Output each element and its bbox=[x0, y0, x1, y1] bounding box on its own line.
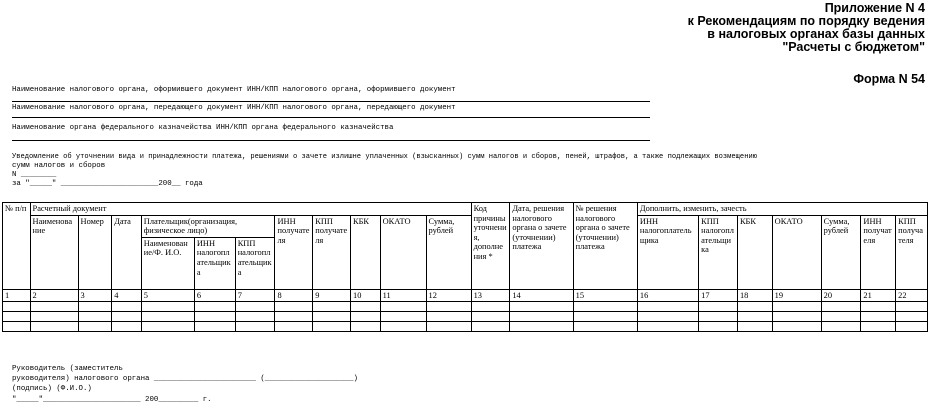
hdr-payer-inn: ИНН налогоплательщика bbox=[194, 237, 235, 289]
hdr-okato: ОКАТО bbox=[380, 215, 426, 289]
hdr-okato2: ОКАТО bbox=[772, 215, 821, 289]
hdr-payer-kpp: КПП налогоплательщика bbox=[235, 237, 275, 289]
hdr-date: Дата bbox=[112, 215, 142, 289]
footer-line-3: (подпись) (Ф.И.О.) bbox=[12, 385, 92, 393]
line-issuing-authority[interactable] bbox=[12, 101, 650, 102]
col-number: 7 bbox=[235, 289, 275, 302]
table-row bbox=[3, 322, 928, 332]
hdr-inn-recv: ИНН получателя bbox=[275, 215, 313, 289]
hdr-kbk: КБК bbox=[351, 215, 381, 289]
col-number: 15 bbox=[573, 289, 637, 302]
hdr-payer: Плательщик(организация, физическое лицо) bbox=[141, 215, 275, 237]
hdr-sum2: Сумма, рублей bbox=[821, 215, 861, 289]
col-number: 1 bbox=[3, 289, 31, 302]
col-number: 22 bbox=[896, 289, 928, 302]
hdr-decision-date: Дата, решения налогового органа о зачете (уточнении) платежа bbox=[510, 203, 573, 290]
field-issuing-authority: Наименование налогового органа, оформившего документ ИНН/КПП налогового органа, оформившего документ bbox=[12, 86, 456, 94]
column-numbers-row bbox=[3, 289, 928, 302]
hdr-decision-num: № решения налогового органа о зачете (уточнении) платежа bbox=[573, 203, 637, 290]
col-number: 12 bbox=[426, 289, 471, 302]
notice-number: N ________ bbox=[12, 171, 57, 179]
hdr-inn-recv2: ИНН получателя bbox=[861, 215, 896, 289]
col-number: 19 bbox=[772, 289, 821, 302]
appendix-line-2: к Рекомендациям по порядку ведения bbox=[687, 14, 925, 28]
hdr-calc-doc: Расчетный документ bbox=[30, 203, 471, 216]
col-number: 18 bbox=[737, 289, 772, 302]
col-number: 10 bbox=[351, 289, 381, 302]
col-number: 13 bbox=[471, 289, 510, 302]
notice-title: Уведомление об уточнении вида и принадлежности платежа, решениями о зачете излишне уплаченных (взысканных) сумм налогов и сборов, пеней, штрафов, а также подлежащих возмещению bbox=[12, 153, 757, 161]
table-row bbox=[3, 302, 928, 312]
notice-date: за "_____" ______________________200__ года bbox=[12, 180, 203, 188]
hdr-kpp-recv: КПП получателя bbox=[313, 215, 351, 289]
col-number: 17 bbox=[699, 289, 738, 302]
col-number: 14 bbox=[510, 289, 573, 302]
appendix-line-4: "Расчеты с бюджетом" bbox=[782, 40, 925, 54]
hdr-name: Наименование bbox=[30, 215, 78, 289]
col-number: 9 bbox=[313, 289, 351, 302]
footer-line-1: Руководитель (заместитель bbox=[12, 365, 123, 373]
col-number: 6 bbox=[194, 289, 235, 302]
footer-line-2: руководителя) налогового органа _______________________ (____________________) bbox=[12, 375, 358, 383]
hdr-kbk2: КБК bbox=[737, 215, 772, 289]
col-number: 2 bbox=[30, 289, 78, 302]
appendix-line-1: Приложение N 4 bbox=[824, 1, 925, 15]
notice-title-cont: сумм налогов и сборов bbox=[12, 162, 106, 170]
hdr-reason-code: Код причины уточнения, дополнения * bbox=[471, 203, 510, 290]
field-transmitting-authority: Наименование налогового органа, передающего документ ИНН/КПП налогового органа, передающего документ bbox=[12, 104, 456, 112]
hdr-kpp-tp: КПП налогоплательщика bbox=[699, 215, 738, 289]
notice-table bbox=[2, 202, 928, 332]
col-number: 11 bbox=[380, 289, 426, 302]
line-treasury-authority[interactable] bbox=[12, 140, 650, 141]
col-number: 20 bbox=[821, 289, 861, 302]
footer-line-4: "_____"______________________ 200_________ г. bbox=[12, 396, 212, 404]
col-number: 8 bbox=[275, 289, 313, 302]
col-number: 4 bbox=[112, 289, 142, 302]
line-transmitting-authority[interactable] bbox=[12, 117, 650, 118]
field-treasury-authority: Наименование органа федерального казначейства ИНН/КПП органа федерального казначейства bbox=[12, 124, 394, 132]
col-number: 5 bbox=[141, 289, 194, 302]
appendix-line-3: в налоговых органах базы данных bbox=[707, 27, 925, 41]
hdr-inn-tp: ИНН налогоплательщика bbox=[637, 215, 698, 289]
hdr-sum: Сумма, рублей bbox=[426, 215, 471, 289]
hdr-payer-name: Наименование/Ф. И.О. bbox=[141, 237, 194, 289]
hdr-number: Номер bbox=[78, 215, 112, 289]
appendix-header bbox=[505, 2, 925, 54]
col-number: 21 bbox=[861, 289, 896, 302]
table-row bbox=[3, 312, 928, 322]
hdr-kpp-recv2: КПП получателя bbox=[896, 215, 928, 289]
form-number: Форма N 54 bbox=[853, 72, 925, 86]
hdr-extra: Дополнить, изменить, зачесть bbox=[637, 203, 927, 216]
hdr-num: № п/п bbox=[3, 203, 31, 290]
col-number: 16 bbox=[637, 289, 698, 302]
col-number: 3 bbox=[78, 289, 112, 302]
